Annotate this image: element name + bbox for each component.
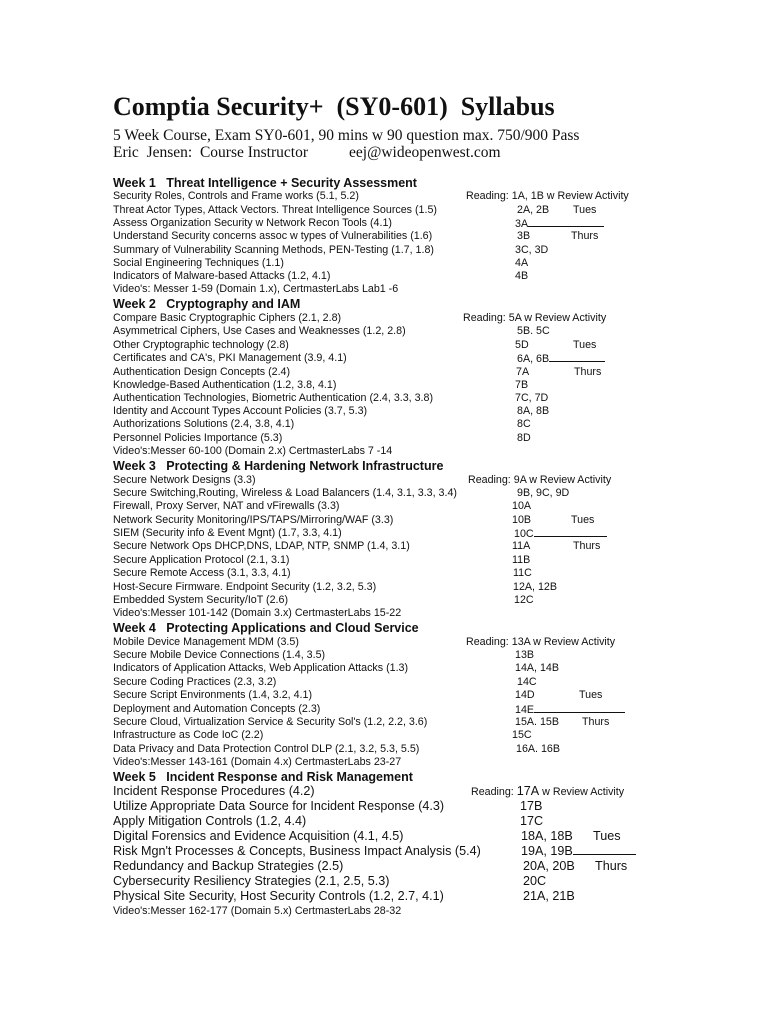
topic: Deployment and Automation Concepts (2.3)	[113, 703, 321, 715]
topic-code: 15A. 15B	[515, 716, 559, 728]
topic: Network Security Monitoring/IPS/TAPS/Mirroring/WAF (3.3)	[113, 514, 394, 526]
week-label: Week 4	[113, 621, 156, 635]
topic-code: 14A, 14B	[515, 662, 559, 674]
topic: Identity and Account Types Account Policies (3.7, 5.3)	[113, 405, 368, 417]
week-label: Week 5	[113, 770, 156, 784]
topic: Secure Mobile Device Connections (1.4, 3.5)	[113, 649, 326, 661]
week-heading	[113, 297, 300, 311]
topic: Personnel Policies Importance (5.3)	[113, 432, 283, 444]
topic: Social Engineering Techniques (1.1)	[113, 257, 284, 269]
week-title: Cryptography and IAM	[166, 297, 301, 311]
topic: Digital Forensics and Evidence Acquisition (4.1, 4.5)	[113, 829, 404, 843]
topic: Mobile Device Management MDM (3.5)	[113, 636, 299, 648]
topic: Infrastructure as Code IoC (2.2)	[113, 729, 264, 741]
topic: Apply Mitigation Controls (1.2, 4.4)	[113, 814, 307, 828]
topic: Authentication Technologies, Biometric Authentication (2.4, 3.3, 3.8)	[113, 392, 434, 404]
topic-code: 11A	[512, 540, 531, 552]
topic-code: 8A, 8B	[517, 405, 550, 417]
topic: Secure Application Protocol (2.1, 3.1)	[113, 554, 290, 566]
topic-code: 14C	[517, 676, 537, 688]
topic-code: 5B. 5C	[517, 325, 550, 337]
blank-line	[534, 703, 625, 713]
week-videos: Video's:Messer 143-161 (Domain 4.x) CertmasterLabs 23-27	[113, 756, 402, 768]
topic: Utilize Appropriate Data Source for Incident Response (4.3)	[113, 799, 445, 813]
topic-code: 8C	[517, 418, 531, 430]
topic: Indicators of Application Attacks, Web Application Attacks (1.3)	[113, 662, 409, 674]
topic: Compare Basic Cryptographic Ciphers (2.1, 2.8)	[113, 312, 342, 324]
topic-code: 4B	[515, 270, 529, 282]
topic-code: 12C	[514, 594, 534, 606]
topic-code: 16A. 16B	[516, 743, 560, 755]
topic-code: 5D	[515, 339, 529, 351]
week-videos: Video's:Messer 60-100 (Domain 2.x) CertmasterLabs 7 -14	[113, 445, 393, 457]
week-heading	[113, 621, 419, 635]
topic: Authentication Design Concepts (2.4)	[113, 366, 291, 378]
topic-code: 18A, 18B	[521, 829, 573, 843]
topic: Security Roles, Controls and Frame works (5.1, 5.2)	[113, 190, 359, 202]
topic-code: 13B	[515, 649, 535, 661]
topic: Asymmetrical Ciphers, Use Cases and Weaknesses (1.2, 2.8)	[113, 325, 406, 337]
topic-code: 11C	[513, 567, 532, 579]
topic-day: Tues	[579, 689, 603, 701]
topic: Host-Secure Firmware. Endpoint Security (1.2, 3.2, 5.3)	[113, 581, 377, 593]
topic: Cybersecurity Resiliency Strategies (2.1, 2.5, 5.3)	[113, 874, 390, 888]
topic: Risk Mgn't Processes & Concepts, Business Impact Analysis (5.4)	[113, 844, 481, 858]
topic: Summary of Vulnerability Scanning Methods, PEN-Testing (1.7, 1.8)	[113, 244, 434, 256]
topic-day: Thurs	[571, 230, 599, 242]
topic-code: 3A	[515, 217, 604, 231]
topic: Secure Switching,Routing, Wireless & Load Balancers (1.4, 3.1, 3.3, 3.4)	[113, 487, 457, 499]
topic: Secure Network Ops DHCP,DNS, LDAP, NTP, SNMP (1.4, 3.1)	[113, 540, 410, 552]
week-videos: Video's:Messer 162-177 (Domain 5.x) CertmasterLabs 28-32	[113, 905, 402, 917]
topic-code: 20C	[523, 874, 547, 888]
blank-line	[573, 845, 636, 855]
document-title: Comptia Security+ (SY0-601) Syllabus	[113, 92, 555, 121]
week-title: Incident Response and Risk Management	[166, 770, 413, 784]
week-label: Week 2	[113, 297, 156, 311]
week-reading: Reading: 13A w Review Activity	[466, 636, 616, 648]
topic-day: Tues	[573, 339, 597, 351]
topic-code: 3B	[517, 230, 531, 242]
topic-code: 2A, 2B	[517, 204, 550, 216]
week-heading	[113, 770, 413, 784]
instructor-name: Eric Jensen: Course Instructor	[113, 144, 308, 161]
topic: Secure Remote Access (3.1, 3.3, 4.1)	[113, 567, 291, 579]
week-label: Week 3	[113, 459, 156, 473]
topic-code: 10A	[512, 500, 532, 512]
topic-code: 7A	[516, 366, 530, 378]
topic-day: Tues	[593, 829, 621, 843]
topic-code: 15C	[512, 729, 532, 741]
topic-code: 7B	[515, 379, 529, 391]
topic-code: 14D	[515, 689, 535, 701]
week-videos: Video's:Messer 101-142 (Domain 3.x) CertmasterLabs 15-22	[113, 607, 402, 619]
blank-line	[534, 527, 607, 537]
week-heading	[113, 176, 417, 190]
topic-code: 3C, 3D	[515, 244, 549, 256]
topic-code: 4A	[515, 257, 529, 269]
topic: Redundancy and Backup Strategies (2.5)	[113, 859, 344, 873]
topic: Incident Response Procedures (4.2)	[113, 784, 315, 798]
week-label: Week 1	[113, 176, 156, 190]
week-reading: Reading: 5A w Review Activity	[463, 312, 607, 324]
topic-day: Tues	[571, 514, 595, 526]
course-summary: 5 Week Course, Exam SY0-601, 90 mins w 90 question max. 750/900 Pass	[113, 127, 580, 144]
topic-code: 19A, 19B	[521, 844, 636, 859]
week-reading: Reading: 9A w Review Activity	[468, 474, 612, 486]
topic: Secure Cloud, Virtualization Service & Security Sol's (1.2, 2.2, 3.6)	[113, 716, 428, 728]
topic: Certificates and CA's, PKI Management (3.9, 4.1)	[113, 352, 347, 364]
topic-code: 12A, 12B	[513, 581, 557, 593]
blank-line	[528, 217, 604, 227]
topic-code: 10C	[514, 527, 607, 541]
topic-code: 10B	[512, 514, 532, 526]
topic: SIEM (Security info & Event Mgnt) (1.7, 3.3, 4.1)	[113, 527, 342, 539]
topic: Authorizations Solutions (2.4, 3.8, 4.1)	[113, 418, 295, 430]
week-reading: Reading: 17A w Review Activity	[471, 784, 625, 798]
topic-code: 9B, 9C, 9D	[517, 487, 570, 499]
topic: Embedded System Security/IoT (2.6)	[113, 594, 289, 606]
week-title: Protecting & Hardening Network Infrastructure	[166, 459, 444, 473]
topic-day: Thurs	[595, 859, 628, 873]
topic: Knowledge-Based Authentication (1.2, 3.8, 4.1)	[113, 379, 337, 391]
topic: Secure Coding Practices (2.3, 3.2)	[113, 676, 277, 688]
topic-day: Thurs	[573, 540, 601, 552]
topic: Threat Actor Types, Attack Vectors. Threat Intelligence Sources (1.5)	[113, 204, 437, 216]
topic-code: 8D	[517, 432, 531, 444]
topic: Secure Network Designs (3.3)	[113, 474, 256, 486]
topic-code: 6A, 6B	[517, 352, 605, 366]
topic: Indicators of Malware-based Attacks (1.2, 4.1)	[113, 270, 331, 282]
week-reading: Reading: 1A, 1B w Review Activity	[466, 190, 629, 202]
topic-day: Tues	[573, 204, 597, 216]
blank-line	[549, 352, 605, 362]
topic: Secure Script Environments (1.4, 3.2, 4.1)	[113, 689, 312, 701]
topic: Physical Site Security, Host Security Controls (1.2, 2.7, 4.1)	[113, 889, 444, 903]
topic-code: 21A, 21B	[523, 889, 575, 903]
topic: Assess Organization Security w Network Recon Tools (4.1)	[113, 217, 392, 229]
topic-code: 17C	[520, 814, 544, 828]
week-heading	[113, 459, 443, 473]
topic: Other Cryptographic technology (2.8)	[113, 339, 289, 351]
topic-day: Thurs	[574, 366, 602, 378]
topic-code: 14E	[515, 703, 625, 717]
instructor-email: eej@wideopenwest.com	[349, 144, 501, 161]
week-videos: Video's: Messer 1-59 (Domain 1.x), CertmasterLabs Lab1 -6	[113, 283, 399, 295]
topic: Understand Security concerns assoc w types of Vulnerabilities (1.6)	[113, 230, 433, 242]
topic-code: 11B	[512, 554, 531, 566]
topic-code: 20A, 20B	[523, 859, 575, 873]
topic: Firewall, Proxy Server, NAT and vFirewalls (3.3)	[113, 500, 340, 512]
topic: Data Privacy and Data Protection Control DLP (2.1, 3.2, 5.3, 5.5)	[113, 743, 420, 755]
topic-code: 17B	[520, 799, 543, 813]
topic-day: Thurs	[582, 716, 610, 728]
week-title: Threat Intelligence + Security Assessment	[166, 176, 417, 190]
topic-code: 7C, 7D	[515, 392, 549, 404]
week-title: Protecting Applications and Cloud Service	[166, 621, 419, 635]
